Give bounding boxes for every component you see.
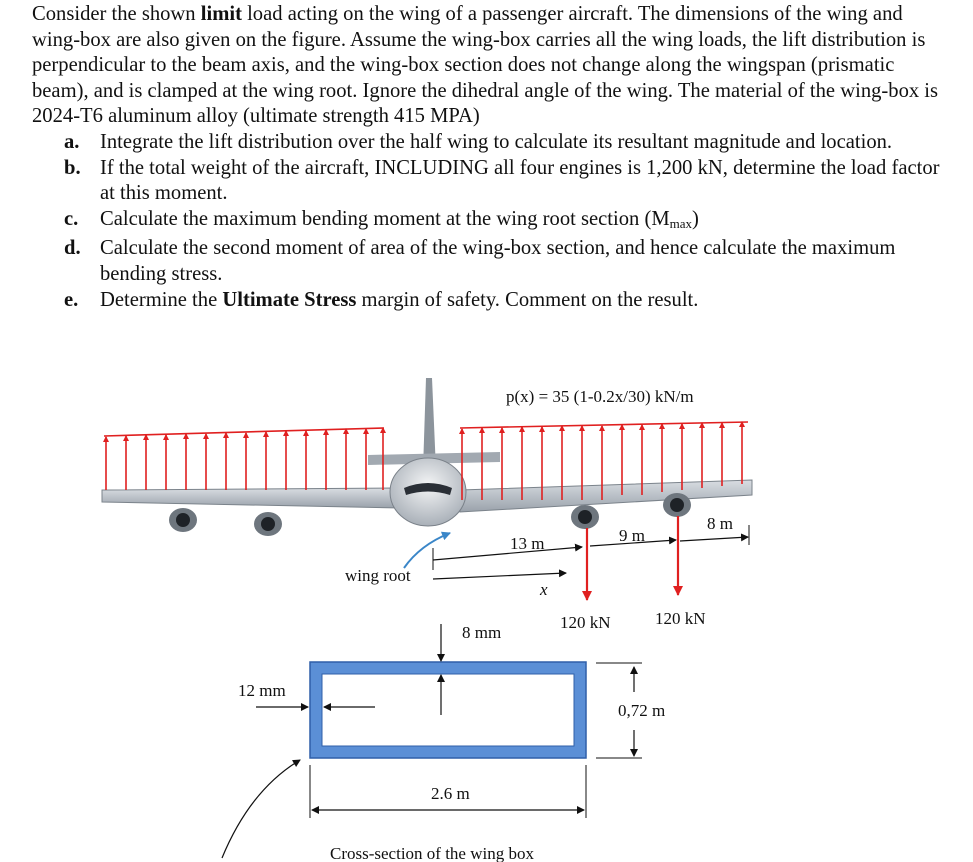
left-load-distribution (104, 428, 384, 490)
engine-load-label-1: 120 kN (560, 613, 611, 632)
intro-part-2: load acting on the wing of a passenger aircraft. The dimensions of the wing and wing-box are also given on the figure. Assume the wing-box carries all the wing loads, the lift distribution is perpendicular to the beam axis, and the wing-box section does not change along the wingspan (prismatic beam), and is clamped at the wing root. Ignore the dihedral angle of the wing. The material of the wing-box is 2024-T6 aluminum alloy (ultimate strength 415 MPA) (32, 3, 939, 128)
question-text-post: margin of safety. Comment on the result. (356, 288, 699, 311)
intro-bold-limit: limit (200, 3, 242, 25)
question-label: a. (64, 131, 80, 153)
wing-root-callout-arrow (404, 533, 450, 568)
cross-section-caption: Cross-section of the wing box (330, 844, 534, 862)
x-axis-arrow (433, 573, 566, 579)
load-distribution-label: p(x) = 35 (1-0.2x/30) kN/m (506, 387, 694, 406)
section-leader-line (222, 760, 300, 858)
question-label: b. (64, 156, 81, 179)
width-dim-label: 2.6 m (431, 784, 470, 803)
x-axis-label: x (540, 580, 548, 599)
intro-part-1: Consider the shown (32, 3, 201, 25)
question-label: c. (64, 207, 79, 230)
question-label: e. (64, 288, 79, 311)
question-bold-ultimate-stress: Ultimate Stress (222, 288, 357, 311)
left-wing (102, 488, 400, 508)
dim-13m-label: 13 m (510, 534, 545, 553)
wing-box-inner (322, 674, 574, 746)
engine-left-inner-intake (261, 517, 275, 531)
subscript-max: max (669, 215, 693, 231)
dim-13m-line (433, 547, 582, 560)
side-thickness-label: 12 mm (238, 681, 286, 700)
question-text-post: ) (692, 207, 699, 230)
question-text-pre: Determine the (100, 288, 223, 311)
question-label: d. (64, 237, 81, 260)
fuselage (390, 458, 466, 526)
engine-right-inner-intake (578, 510, 592, 524)
engine-left-outer-intake (176, 513, 190, 527)
wing-root-label: wing root (345, 566, 411, 585)
dim-8m-label: 8 m (707, 514, 733, 533)
question-text: Calculate the second moment of area of the wing-box section, and hence calculate the maximum bending stress. (100, 237, 896, 285)
wing-box-cross-section (310, 662, 586, 758)
engine-load-label-2: 120 kN (655, 609, 706, 628)
question-text: Integrate the lift distribution over the half wing to calculate its resultant magnitude and location. (100, 131, 893, 153)
top-thickness-label: 8 mm (462, 623, 502, 642)
dim-8m-line (680, 537, 748, 541)
engine-right-outer-intake (670, 498, 684, 512)
height-dim-label: 0,72 m (618, 701, 666, 720)
question-text: If the total weight of the aircraft, INCLUDING all four engines is 1,200 kN, determine the load factor at this moment. (100, 156, 940, 205)
dim-9m-label: 9 m (619, 526, 645, 545)
question-text-pre: Calculate the maximum bending moment at the wing root section (M (100, 207, 670, 230)
right-wing (460, 480, 752, 512)
